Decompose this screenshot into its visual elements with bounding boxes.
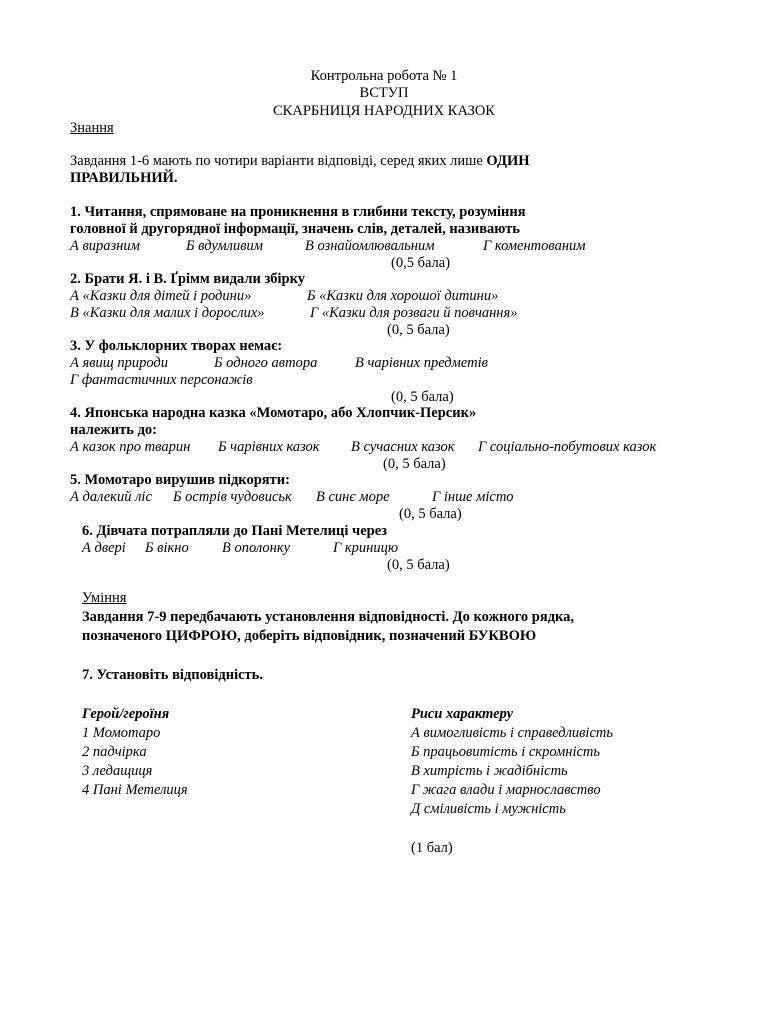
q7-title: 7. Установіть відповідність. bbox=[82, 667, 263, 683]
q2-option-a: А «Казки для дітей і родини» bbox=[70, 288, 252, 304]
q3-option-a: А явищ природи bbox=[70, 355, 168, 371]
q1-option-a: А виразним bbox=[70, 238, 140, 254]
q4-option-v: В сучасних казок bbox=[351, 439, 455, 455]
q3-option-g: Г фантастичних персонажів bbox=[70, 372, 253, 388]
q6-option-b: Б вікно bbox=[145, 540, 189, 556]
q2-option-b: Б «Казки для хорошої дитини» bbox=[307, 288, 499, 304]
q3-points: (0, 5 бала) bbox=[391, 389, 454, 405]
intro-text-main: Завдання 1-6 мають по чотири варіанти відповіді, серед яких лише bbox=[70, 153, 487, 169]
q4-option-b: Б чарівних казок bbox=[218, 439, 320, 455]
q7-points: (1 бал) bbox=[411, 840, 453, 856]
q5-line-1: 5. Момотаро вирушив підкоряти: bbox=[70, 472, 290, 488]
q4-option-g: Г соціально-побутових казок bbox=[478, 439, 657, 455]
intro-bold-correct: ПРАВИЛЬНИЙ. bbox=[70, 170, 178, 186]
intro-text bbox=[70, 153, 530, 170]
q2-points: (0, 5 бала) bbox=[387, 322, 450, 338]
q5-option-v: В синє море bbox=[316, 489, 390, 505]
q1-line-1: 1. Читання, спрямоване на проникнення в глибини тексту, розуміння bbox=[70, 204, 526, 220]
tasks79-line-2: позначеного ЦИФРОЮ, доберіть відповідник, позначений БУКВОЮ bbox=[82, 628, 537, 644]
q3-line-1: 3. У фольклорних творах немає: bbox=[70, 338, 283, 354]
q4-line-1: 4. Японська народна казка «Момотаро, або Хлопчик-Персик» bbox=[70, 405, 477, 421]
q7-left-header: Герой/героїня bbox=[82, 706, 170, 722]
q6-option-v: В ополонку bbox=[222, 540, 291, 556]
title-line-2: ВСТУП bbox=[359, 85, 409, 101]
q1-line-2: головної й другорядної інформації, значень слів, деталей, називають bbox=[70, 221, 520, 237]
q1-option-g: Г коментованим bbox=[483, 238, 586, 254]
q5-option-a: А далекий ліс bbox=[70, 489, 152, 505]
q2-option-g: Г «Казки для розваги й повчання» bbox=[310, 305, 518, 321]
intro-bold-one: ОДИН bbox=[486, 153, 530, 169]
q1-option-b: Б вдумливим bbox=[186, 238, 264, 254]
q4-points: (0, 5 бала) bbox=[383, 456, 446, 472]
q7-trait-b: Б працьовитість і скромність bbox=[411, 744, 601, 760]
section-skills-heading: Уміння bbox=[82, 590, 127, 606]
q6-option-a: А двері bbox=[82, 540, 126, 556]
q3-option-v: В чарівних предметів bbox=[355, 355, 488, 371]
title-line-1: Контрольна робота № 1 bbox=[310, 68, 458, 84]
q4-line-2: належить до: bbox=[70, 422, 157, 438]
q7-hero-4: 4 Пані Метелиця bbox=[82, 782, 188, 798]
q7-trait-v: В хитрість і жадібність bbox=[411, 763, 568, 779]
q1-points: (0,5 бала) bbox=[391, 255, 451, 271]
q3-option-b: Б одного автора bbox=[214, 355, 318, 371]
q7-hero-2: 2 падчірка bbox=[82, 744, 147, 760]
q7-trait-a: А вимогливість і справедливість bbox=[411, 725, 613, 741]
q6-points: (0, 5 бала) bbox=[387, 557, 450, 573]
title-line-3: СКАРБНИЦЯ НАРОДНИХ КАЗОК bbox=[273, 103, 495, 119]
q2-line-1: 2. Брати Я. і В. Ґрімм видали збірку bbox=[70, 271, 306, 287]
q7-hero-3: 3 ледащиця bbox=[82, 763, 153, 779]
q5-option-b: Б острів чудовиськ bbox=[173, 489, 292, 505]
q6-option-g: Г криницю bbox=[333, 540, 399, 556]
q6-line-1: 6. Дівчата потрапляли до Пані Метелиці через bbox=[82, 523, 387, 539]
tasks79-line-1: Завдання 7-9 передбачають установлення відповідності. До кожного рядка, bbox=[82, 609, 575, 625]
q4-option-a: А казок про тварин bbox=[70, 439, 191, 455]
section-knowledge-heading: Знання bbox=[70, 120, 114, 136]
q5-points: (0, 5 бала) bbox=[399, 506, 462, 522]
q7-trait-d: Д сміливість і мужність bbox=[411, 801, 566, 817]
q5-option-g: Г інше місто bbox=[432, 489, 514, 505]
q7-right-header: Риси характеру bbox=[411, 706, 514, 722]
q7-hero-1: 1 Момотаро bbox=[82, 725, 161, 741]
q1-option-v: В ознайомлювальним bbox=[305, 238, 435, 254]
q7-trait-g: Г жага влади і марнославство bbox=[411, 782, 601, 798]
q2-option-v: В «Казки для малих і дорослих» bbox=[70, 305, 265, 321]
